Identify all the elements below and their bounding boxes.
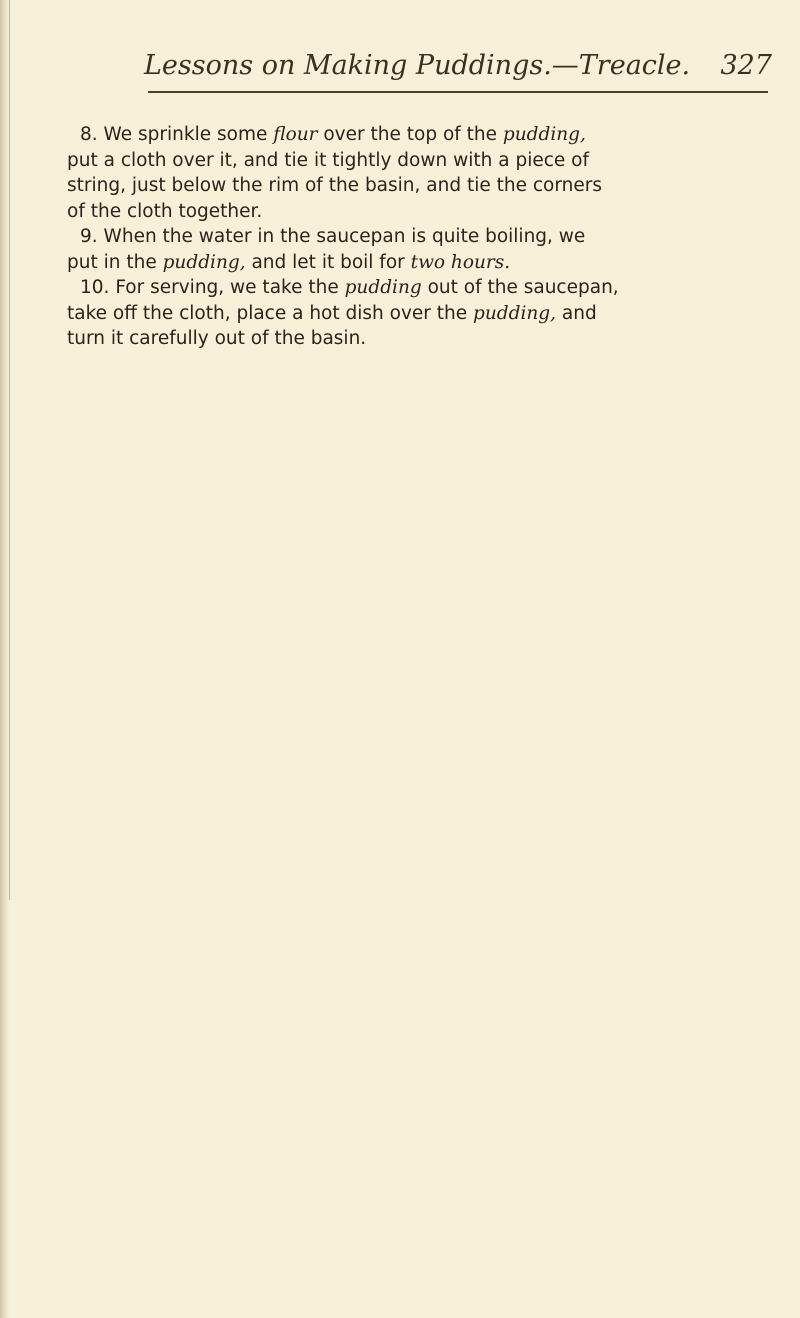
italic-term: two hours.	[410, 251, 511, 273]
italic-term: pudding	[344, 277, 422, 298]
text-line: string, just below the rim of the basin, and tie the corners	[67, 175, 602, 196]
paragraph-number: 8.	[80, 124, 104, 145]
paragraph-number: 9.	[80, 226, 104, 247]
paragraph	[67, 122, 773, 224]
paragraph-number: 10.	[80, 277, 116, 298]
body-text	[67, 122, 773, 352]
text-line: take off the cloth, place a hot dish over the pudding, and	[67, 302, 597, 324]
text-line: 8. We sprinkle some flour over the top of the pudding,	[80, 124, 586, 145]
text-line: of the cloth together.	[67, 200, 263, 222]
italic-term: pudding,	[473, 302, 557, 324]
italic-term: pudding,	[502, 124, 586, 145]
text-line: 9. When the water in the saucepan is quite boiling, we	[80, 226, 586, 247]
page-edge-line	[9, 0, 10, 900]
paragraph	[67, 275, 773, 352]
header-rule	[148, 91, 768, 93]
text-line: turn it carefully out of the basin.	[67, 328, 367, 349]
header-title: Lessons on Making Puddings.—Treacle.	[144, 50, 691, 81]
text-line: put a cloth over it, and tie it tightly down with a piece of	[67, 149, 589, 171]
italic-term: flour	[273, 124, 318, 145]
text-line: put in the pudding, and let it boil for two hours.	[67, 251, 511, 273]
italic-term: pudding,	[162, 251, 246, 273]
text-line: 10. For serving, we take the pudding out of the saucepan,	[80, 277, 619, 298]
page-number: 327	[720, 50, 772, 81]
running-header	[144, 44, 772, 84]
paragraph	[67, 224, 773, 275]
